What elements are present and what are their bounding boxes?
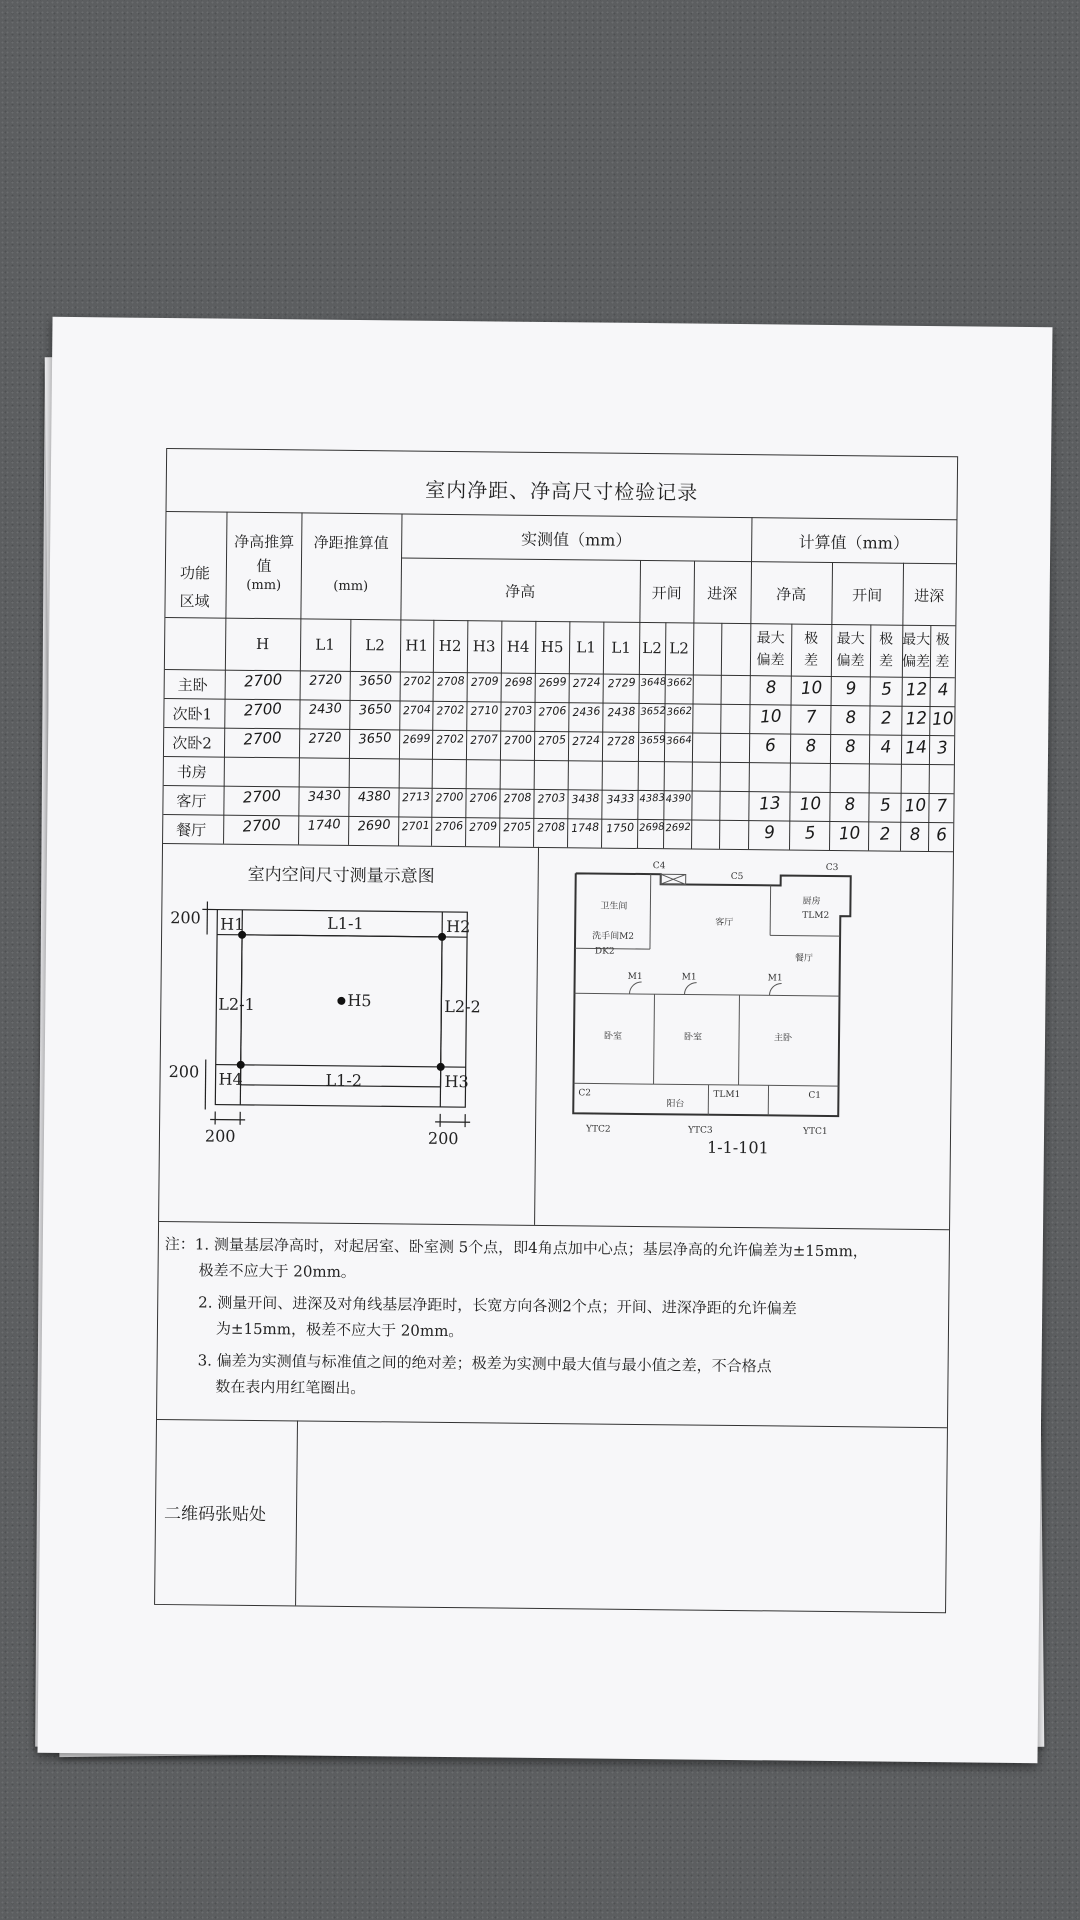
col-h-max: 最大偏差 bbox=[756, 630, 785, 669]
plan-label: M1 bbox=[681, 972, 697, 983]
cell-d_rng: 6 bbox=[935, 825, 948, 846]
diagram-title: 室内空间尺寸测量示意图 bbox=[247, 864, 435, 887]
point-h4 bbox=[237, 1061, 245, 1069]
cell-b_max: 8 bbox=[844, 736, 857, 758]
cell-h: 2700 bbox=[242, 786, 282, 807]
col-d-range: 极差 bbox=[935, 632, 950, 671]
cell-d_max bbox=[903, 766, 929, 768]
plan-label: DK2 bbox=[594, 946, 615, 957]
col-h: H bbox=[255, 634, 270, 654]
cell-h5 bbox=[536, 762, 568, 764]
floor-plan bbox=[538, 853, 951, 1157]
row-area-label: 客厅 bbox=[176, 792, 207, 811]
plan-label: YTC3 bbox=[688, 1125, 713, 1136]
plan-label: YTC2 bbox=[586, 1124, 611, 1135]
cell-d_rng bbox=[931, 767, 954, 768]
plan-label: 厨房 bbox=[802, 896, 821, 907]
plan-label: TLM2 bbox=[802, 910, 830, 921]
cell-b_max: 9 bbox=[845, 678, 858, 700]
col-h3: H3 bbox=[472, 637, 496, 656]
cell-l2: 4380 bbox=[357, 788, 392, 806]
col-b-max: 最大偏差 bbox=[836, 631, 865, 670]
cell-d_rng: 4 bbox=[937, 680, 950, 701]
measurement-diagram bbox=[159, 879, 538, 1223]
qr-code-area bbox=[297, 1422, 945, 1610]
cell-h4: 2705 bbox=[502, 819, 532, 835]
row-area-label: 次卧2 bbox=[172, 734, 212, 753]
cell-ml2b bbox=[666, 764, 692, 766]
cell-l1: 3430 bbox=[307, 788, 342, 805]
label-l2-1: L2-1 bbox=[218, 994, 255, 1014]
label-h3: H3 bbox=[444, 1071, 469, 1092]
header-measured-depth: 进深 bbox=[707, 584, 738, 603]
cell-d_max: 12 bbox=[905, 679, 929, 701]
col-d-max: 最大偏差 bbox=[901, 631, 931, 671]
cell-h_rng: 5 bbox=[804, 823, 817, 844]
plan-label: C3 bbox=[825, 862, 839, 874]
cell-l1: 2430 bbox=[308, 701, 343, 718]
cell-b_rng: 5 bbox=[879, 795, 892, 816]
cell-h3: 2709 bbox=[470, 674, 500, 690]
cell-d_max: 10 bbox=[904, 795, 927, 817]
col-h5: H5 bbox=[540, 637, 564, 657]
record-form bbox=[154, 448, 958, 1613]
plan-label: M1 bbox=[627, 971, 643, 983]
cell-h1: 2702 bbox=[402, 673, 432, 689]
cell-ml2b: 3664 bbox=[666, 734, 693, 748]
cell-ml1a: 1748 bbox=[570, 820, 600, 836]
cell-h_max: 8 bbox=[765, 677, 778, 699]
cell-ml2b: 4390 bbox=[665, 792, 692, 806]
cell-h_max: 9 bbox=[763, 822, 776, 844]
plan-label: YTC1 bbox=[803, 1126, 828, 1137]
dim-left-bottom: 200 bbox=[168, 1062, 200, 1082]
cell-l2: 2690 bbox=[357, 817, 392, 835]
dim-top: 200 bbox=[170, 908, 201, 928]
note-2: 2. 测量开间、进深及对角线基层净距时，长宽方向各测2个点；开间、进深净距的允许偏差 bbox=[198, 1293, 797, 1318]
cell-l1: 2720 bbox=[308, 672, 343, 689]
point-h3 bbox=[437, 1063, 445, 1071]
col-h2: H2 bbox=[438, 636, 462, 656]
cell-d_rng: 3 bbox=[936, 738, 949, 759]
plan-label: C5 bbox=[730, 871, 744, 883]
header-measured-bay: 开间 bbox=[651, 584, 682, 603]
cell-ml1a bbox=[570, 762, 602, 764]
cell-h3 bbox=[468, 761, 500, 763]
cell-b_rng bbox=[871, 766, 901, 768]
cell-ml1a: 2724 bbox=[572, 675, 602, 691]
row-area-label: 次卧1 bbox=[172, 705, 213, 724]
note-1: 注：1. 测量基层净高时，对起居室、卧室测 5个点，即4角点加中心点；基层净高的允许偏差为±15mm， bbox=[164, 1235, 868, 1261]
header-measured: 实测值（mm） bbox=[520, 529, 632, 550]
cell-h: 2700 bbox=[243, 699, 283, 720]
col-m-l1b: L1 bbox=[611, 638, 631, 657]
cell-h3: 2706 bbox=[469, 790, 498, 806]
plan-label: 洗手间M2 bbox=[592, 931, 635, 942]
header-calc-depth: 进深 bbox=[914, 586, 945, 606]
cell-ml2a: 3652 bbox=[640, 705, 667, 718]
plan-label: C4 bbox=[652, 861, 666, 872]
cell-b_rng: 4 bbox=[880, 737, 893, 758]
cell-h5: 2706 bbox=[538, 704, 567, 719]
cell-ml1b bbox=[604, 763, 638, 765]
cell-ml2b: 3662 bbox=[666, 705, 693, 719]
cell-b_max: 8 bbox=[844, 707, 857, 729]
cell-b_rng: 2 bbox=[880, 708, 893, 729]
plan-label: 客厅 bbox=[715, 917, 734, 928]
form-title: 室内净距、净高尺寸检验记录 bbox=[425, 477, 699, 505]
plan-caption: 1-1-101 bbox=[706, 1137, 769, 1158]
cell-h5: 2708 bbox=[536, 820, 566, 835]
cell-ml1a: 3438 bbox=[571, 791, 600, 807]
row-area-label: 主卧 bbox=[177, 676, 208, 695]
cell-ml1b: 2438 bbox=[607, 704, 636, 720]
col-m-l2a: L2 bbox=[642, 638, 662, 658]
cell-l2 bbox=[351, 759, 399, 762]
cell-h1: 2701 bbox=[401, 818, 431, 834]
cell-d_rng: 7 bbox=[935, 796, 948, 817]
cell-h_max: 13 bbox=[758, 793, 782, 815]
plan-label: 餐厅 bbox=[794, 953, 813, 964]
cell-h: 2700 bbox=[242, 815, 282, 836]
cell-h2: 2708 bbox=[436, 674, 466, 689]
cell-h_rng: 10 bbox=[799, 793, 822, 816]
cell-h: 2700 bbox=[242, 728, 283, 749]
plan-label: M1 bbox=[767, 973, 783, 984]
cell-l2: 3650 bbox=[358, 672, 393, 690]
col-b-range: 极差 bbox=[878, 631, 894, 670]
cell-h1 bbox=[401, 761, 432, 763]
cell-h2: 2702 bbox=[435, 732, 465, 747]
cell-h4: 2708 bbox=[503, 790, 532, 806]
cell-h_max bbox=[751, 764, 790, 766]
cell-d_max: 12 bbox=[904, 708, 928, 730]
cell-h5: 2703 bbox=[537, 791, 566, 806]
col-h1: H1 bbox=[405, 636, 429, 655]
header-area: 功能区域 bbox=[179, 564, 210, 611]
cell-ml2b: 2692 bbox=[665, 821, 692, 835]
point-h5 bbox=[337, 997, 345, 1005]
cell-l1 bbox=[301, 759, 349, 762]
plan-label: TLM1 bbox=[713, 1089, 741, 1101]
cell-ml1b: 2728 bbox=[606, 733, 636, 749]
header-calc-height: 净高 bbox=[776, 585, 807, 604]
label-h5: H5 bbox=[347, 990, 372, 1011]
col-m-l2b: L2 bbox=[669, 639, 689, 658]
point-h2 bbox=[438, 933, 446, 941]
cell-ml1b: 3433 bbox=[606, 791, 635, 807]
cell-h1: 2713 bbox=[401, 789, 431, 805]
note-3: 3. 偏差为实测值与标准值之间的绝对差；极差为实测中最大值与最小值之差，不合格点 bbox=[197, 1351, 772, 1376]
plan-label: 卧室 bbox=[603, 1031, 623, 1042]
cell-l2: 3650 bbox=[358, 730, 393, 748]
plan-label: 阳台 bbox=[666, 1099, 685, 1110]
cell-l1: 2720 bbox=[308, 730, 343, 747]
cell-h_max: 6 bbox=[764, 735, 777, 757]
row-area-label: 餐厅 bbox=[176, 821, 207, 840]
cell-b_max: 10 bbox=[838, 823, 862, 845]
header-h-est: 净高推算值 bbox=[234, 532, 295, 576]
cell-ml2a: 3659 bbox=[639, 734, 666, 747]
cell-ml1b: 2729 bbox=[607, 675, 637, 691]
cell-h2: 2702 bbox=[436, 703, 465, 718]
cell-h_rng bbox=[792, 764, 830, 766]
cell-ml2a: 3648 bbox=[640, 676, 667, 689]
cell-b_rng: 2 bbox=[879, 824, 892, 845]
cell-h4: 2703 bbox=[504, 703, 533, 719]
inspection-record-sheet bbox=[38, 317, 1053, 1763]
header-calc-bay: 开间 bbox=[852, 586, 883, 605]
label-l1-2: L1-2 bbox=[325, 1070, 363, 1091]
col-l2: L2 bbox=[365, 636, 385, 655]
cell-ml2a: 2698 bbox=[638, 821, 665, 834]
cell-ml2a bbox=[640, 764, 664, 765]
plan-label: C1 bbox=[808, 1090, 822, 1101]
cell-ml1a: 2724 bbox=[571, 733, 601, 749]
cell-h1: 2699 bbox=[402, 731, 431, 747]
cell-l1: 1740 bbox=[307, 817, 342, 834]
cell-d_rng: 10 bbox=[931, 708, 955, 730]
cell-ml1b: 1750 bbox=[605, 820, 635, 836]
cell-h_max: 10 bbox=[759, 706, 783, 728]
cell-h3: 2709 bbox=[468, 819, 498, 835]
cell-l2: 3650 bbox=[358, 701, 393, 719]
qr-code-label: 二维码张贴处 bbox=[163, 1504, 267, 1526]
cell-h5: 2705 bbox=[537, 733, 567, 748]
note-3b: 数在表内用红笔圈出。 bbox=[215, 1377, 366, 1398]
col-m-l1a: L1 bbox=[576, 638, 596, 657]
cell-h: 2700 bbox=[243, 670, 283, 691]
header-measured-height: 净高 bbox=[505, 582, 536, 601]
cell-h1: 2704 bbox=[402, 702, 432, 718]
dim-bottom: 200 bbox=[204, 1126, 236, 1146]
header-h-est-unit: (mm) bbox=[246, 577, 282, 594]
cell-h2 bbox=[434, 761, 466, 763]
cell-h3: 2707 bbox=[469, 732, 499, 748]
cell-h4: 2698 bbox=[504, 674, 534, 690]
cell-h_rng: 8 bbox=[805, 736, 818, 757]
cell-h2: 2706 bbox=[434, 819, 464, 834]
header-l-est-unit: (mm) bbox=[333, 578, 369, 595]
dim-right-bottom: 200 bbox=[427, 1128, 459, 1149]
note-2b: 为±15mm，极差不应大于 20mm。 bbox=[215, 1319, 464, 1341]
col-l1: L1 bbox=[315, 635, 335, 654]
header-l-est: 净距推算值 bbox=[313, 533, 389, 553]
label-h4: H4 bbox=[218, 1069, 243, 1089]
header-calc: 计算值（mm） bbox=[798, 532, 909, 553]
cell-h_rng: 7 bbox=[805, 707, 818, 728]
cell-b_rng: 5 bbox=[880, 679, 893, 700]
plan-label: 卧室 bbox=[683, 1032, 703, 1043]
note-1b: 极差不应大于 20mm。 bbox=[198, 1261, 356, 1282]
cell-h_rng: 10 bbox=[800, 677, 824, 700]
cell-h4: 2700 bbox=[503, 732, 533, 748]
cell-ml1a: 2436 bbox=[572, 704, 601, 720]
plan-label: 主卧 bbox=[773, 1033, 793, 1044]
label-l2-2: L2-2 bbox=[444, 996, 481, 1017]
cell-ml2b: 3662 bbox=[666, 676, 693, 690]
col-h-range: 极差 bbox=[803, 630, 819, 669]
cell-d_max: 14 bbox=[904, 737, 928, 759]
col-h4: H4 bbox=[506, 637, 530, 656]
cell-h5: 2699 bbox=[538, 675, 568, 690]
plan-label: C2 bbox=[578, 1088, 592, 1099]
row-area-label: 书房 bbox=[176, 763, 207, 782]
label-h2: H2 bbox=[446, 916, 471, 937]
cell-b_max: 8 bbox=[843, 794, 856, 816]
cell-ml2a: 4383 bbox=[639, 792, 666, 805]
cell-h3: 2710 bbox=[470, 703, 499, 719]
cell-h4 bbox=[502, 762, 534, 764]
cell-d_max: 8 bbox=[909, 824, 922, 846]
cell-b_max bbox=[832, 765, 869, 767]
label-l1-1: L1-1 bbox=[327, 913, 364, 934]
label-h1: H1 bbox=[220, 914, 245, 934]
cell-h2: 2700 bbox=[435, 790, 464, 805]
plan-label: 卫生间 bbox=[600, 901, 628, 912]
